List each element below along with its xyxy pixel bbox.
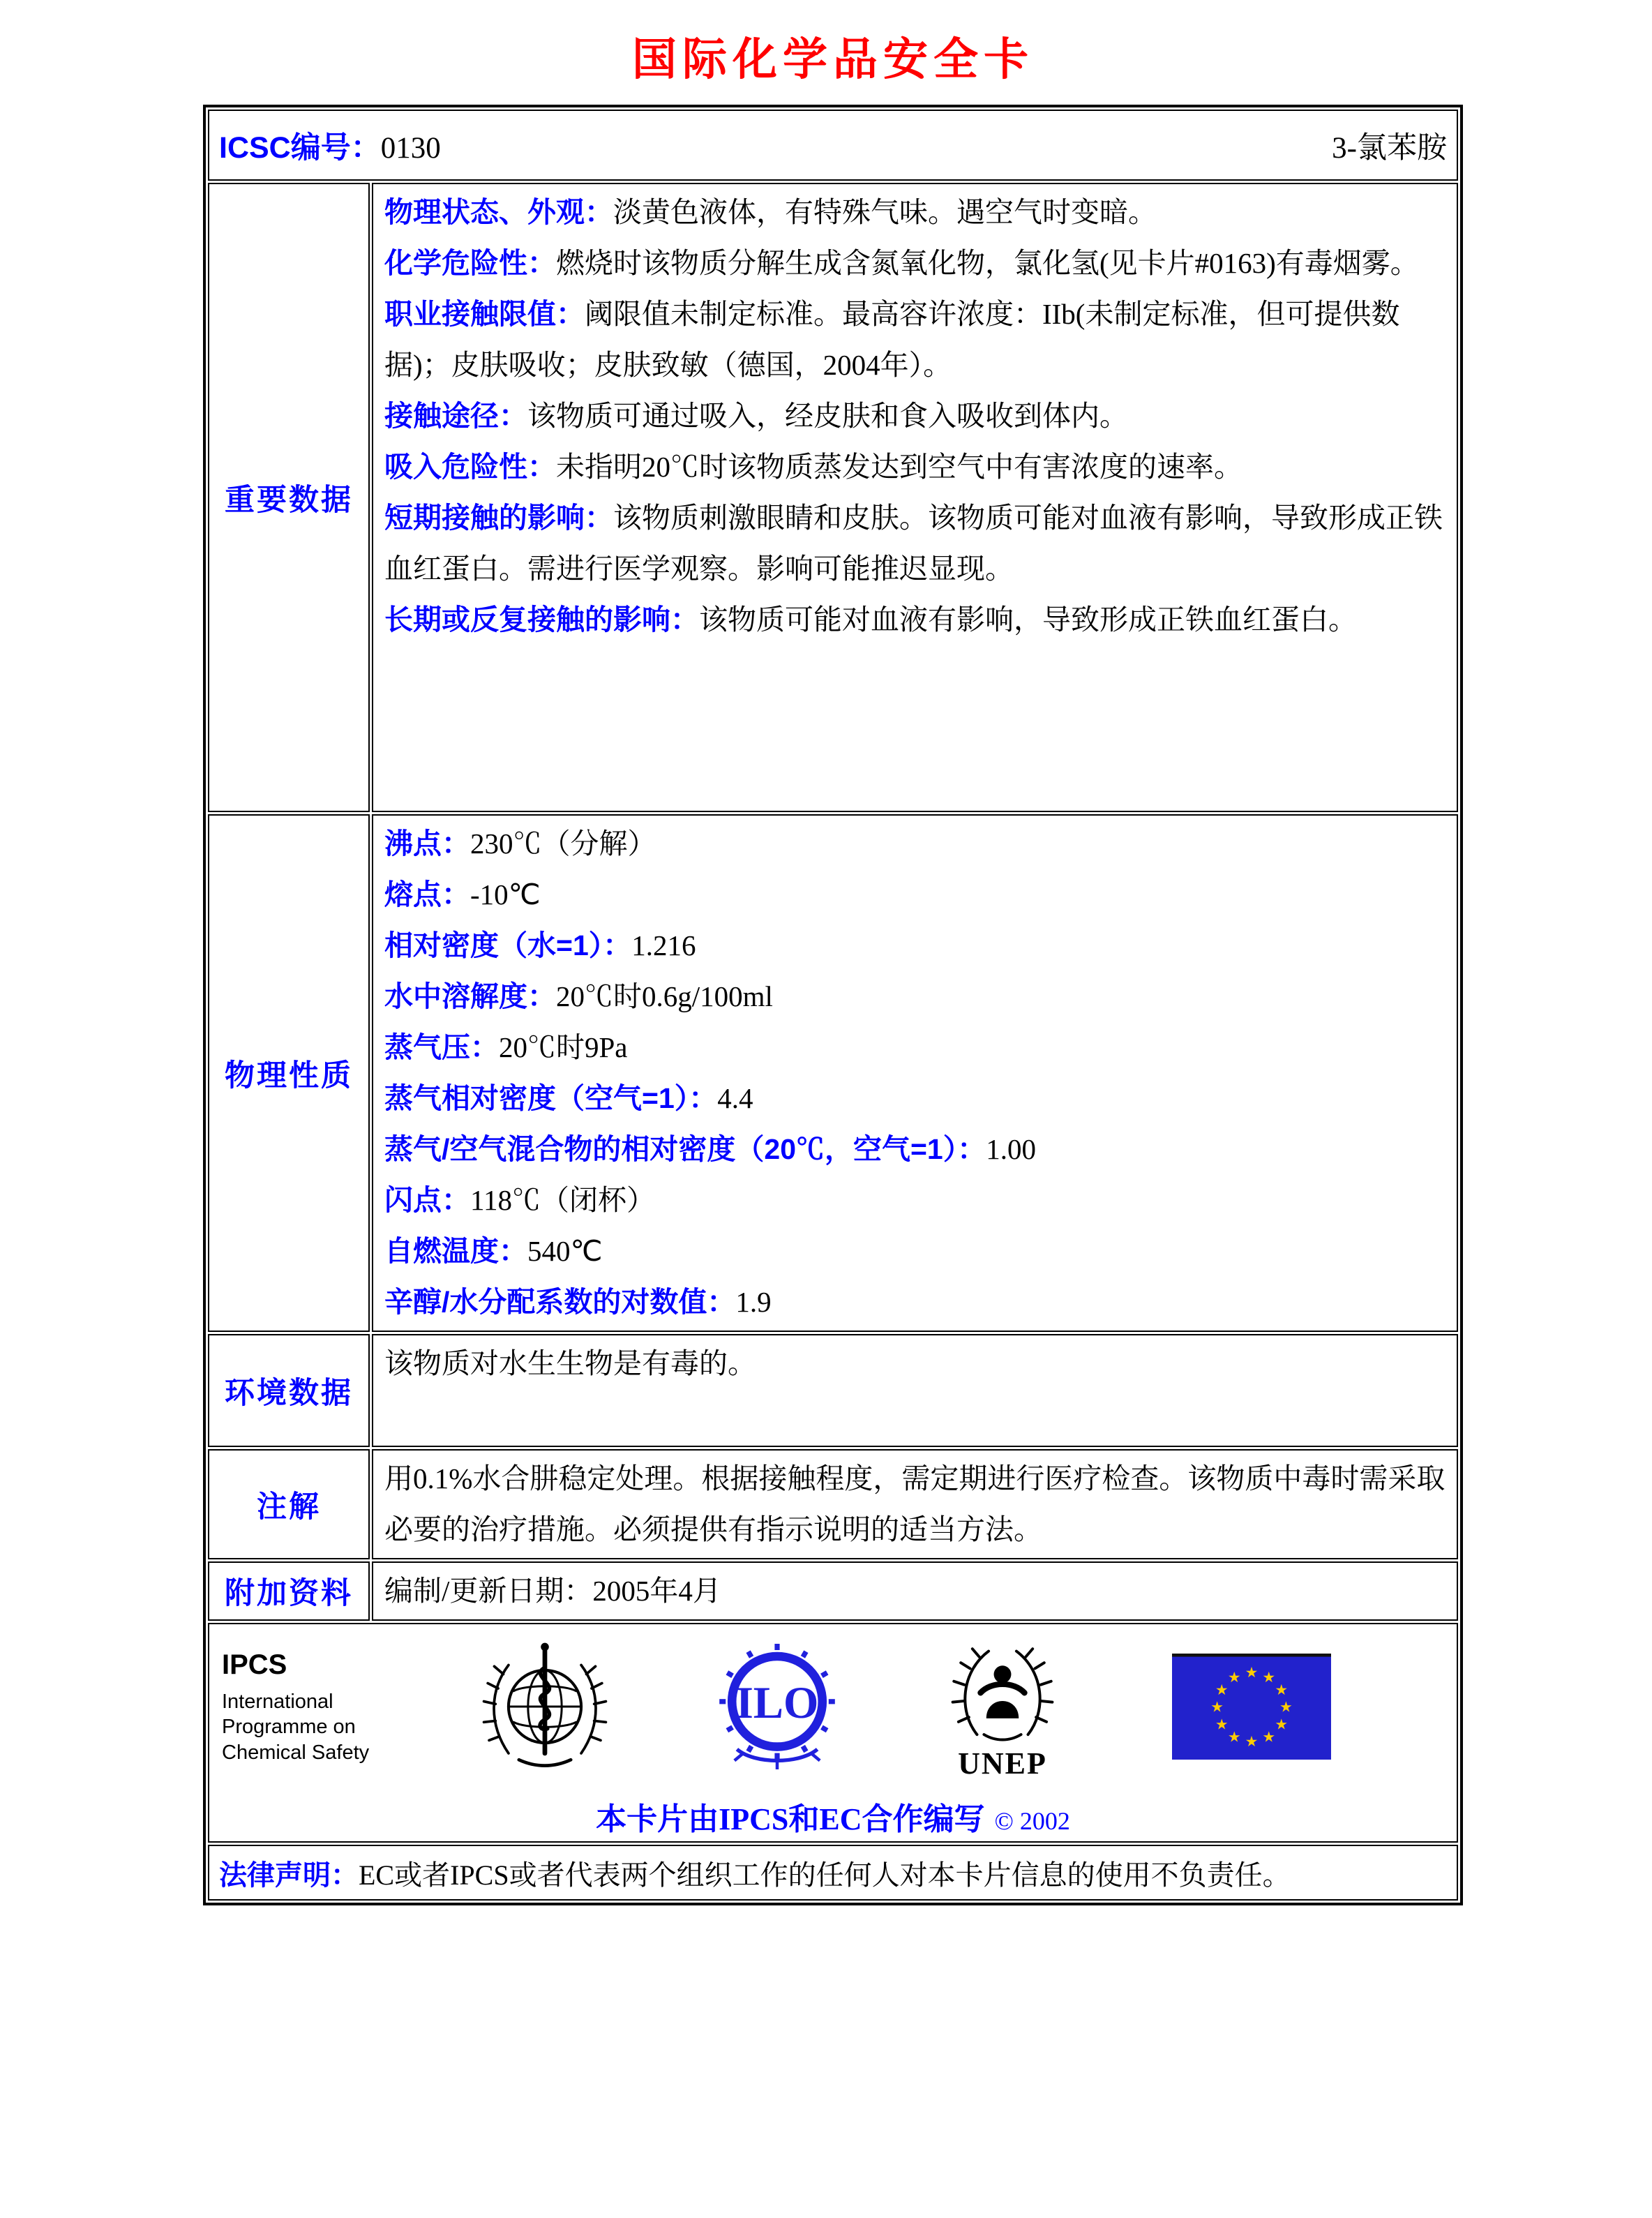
icsc-number-value: 0130 (380, 131, 441, 165)
important-data-item (384, 289, 1446, 391)
item-text: 20℃时9Pa (499, 1031, 628, 1063)
important-data-content (372, 183, 1458, 812)
physical-property-item (384, 920, 1446, 971)
who-logo (480, 1638, 610, 1776)
item-label: 蒸气压： (384, 1031, 499, 1063)
item-text: 118℃（闭杯） (470, 1184, 655, 1216)
item-text: 1.9 (735, 1286, 772, 1318)
item-label: 长期或反复接触的影响： (384, 604, 699, 636)
chemical-name: 3-氯苯胺 (1332, 131, 1447, 165)
svg-text:★: ★ (1262, 1728, 1276, 1745)
physical-properties-content (372, 814, 1458, 1332)
svg-text:★: ★ (1227, 1668, 1241, 1686)
item-text: 该物质可通过吸入，经皮肤和食入吸收到体内。 (527, 400, 1128, 432)
section-label-physical-properties: 物理性质 (225, 1058, 353, 1093)
item-text: 4.4 (717, 1082, 753, 1114)
important-data-item (384, 442, 1446, 493)
item-text: 230℃（分解） (470, 827, 656, 860)
physical-properties-row (208, 814, 1458, 1332)
item-label: 物理状态、外观： (384, 196, 613, 228)
item-text: 540℃ (527, 1235, 603, 1267)
svg-text:★: ★ (1275, 1681, 1289, 1698)
svg-text:★: ★ (1262, 1668, 1276, 1686)
item-text: 1.00 (986, 1133, 1036, 1165)
logos-cell (208, 1623, 1458, 1843)
section-label-important-data: 重要数据 (225, 483, 353, 517)
item-text: 阈限值未制定标准。最高容许浓度：IIb(未制定标准，但可提供数据)；皮肤吸收；皮肤致敏（德国，2004年）。 (384, 298, 1400, 381)
item-label: 化学危险性： (384, 247, 556, 279)
item-text: 1.216 (631, 929, 696, 961)
notes-label-cell (208, 1449, 370, 1559)
item-label: 辛醇/水分配系数的对数值： (384, 1286, 736, 1318)
important-data-item (384, 238, 1446, 289)
legal-row (208, 1845, 1458, 1901)
notes-row (208, 1449, 1458, 1559)
ipcs-block (222, 1647, 445, 1765)
important-data-item (384, 594, 1446, 645)
icsc-card-table (203, 105, 1463, 1905)
eu-flag-icon (1172, 1654, 1331, 1760)
physical-property-item (384, 1226, 1446, 1277)
item-text: 燃烧时该物质分解生成含氮氧化物，氯化氢(见卡片#0163)有毒烟雾。 (556, 247, 1419, 279)
item-text: 淡黄色液体，有特殊气味。遇空气时变暗。 (613, 196, 1157, 228)
item-label: 接触途径： (384, 400, 527, 432)
environmental-data-text: 该物质对水生生物是有毒的。 (384, 1347, 756, 1379)
svg-text:★: ★ (1210, 1698, 1224, 1716)
item-label: 职业接触限值： (384, 298, 585, 330)
unep-logo (945, 1631, 1060, 1781)
notes-text: 用0.1%水合肼稳定处理。根据接触程度，需定期进行医疗检查。该物质中毒时需采取必要的治疗措施。必须提供有指示说明的适当方法。 (384, 1462, 1446, 1545)
environmental-data-content (372, 1334, 1458, 1447)
item-text: 该物质刺激眼睛和皮肤。该物质可能对血液有影响，导致形成正铁血红蛋白。需进行医学观察。影响可能推迟显现。 (384, 502, 1443, 585)
additional-info-content (372, 1561, 1458, 1621)
physical-properties-items (384, 818, 1446, 1328)
physical-property-item (384, 869, 1446, 920)
item-text: 该物质可能对血液有影响，导致形成正铁血红蛋白。 (699, 604, 1357, 636)
environmental-data-label-cell (208, 1334, 370, 1447)
item-text: 20℃时0.6g/100ml (556, 980, 773, 1012)
icsc-document (203, 0, 1463, 1905)
copyright-text: © 2002 (994, 1807, 1070, 1835)
ipcs-abbr: IPCS (222, 1649, 287, 1681)
svg-text:ILO: ILO (735, 1677, 819, 1728)
section-label-environmental-data: 环境数据 (225, 1376, 353, 1410)
item-label: 水中溶解度： (384, 980, 556, 1012)
notes-content (372, 1449, 1458, 1559)
credit-line (219, 1794, 1447, 1838)
important-data-items (384, 187, 1446, 645)
item-label: 沸点： (384, 827, 470, 860)
additional-info-row (208, 1561, 1458, 1621)
environmental-data-row (208, 1334, 1458, 1447)
item-label: 自燃温度： (384, 1235, 527, 1267)
item-label: 蒸气/空气混合物的相对密度（20℃，空气=1）： (384, 1133, 986, 1165)
important-data-item (384, 187, 1446, 238)
page-title: 国际化学品安全卡 (632, 34, 1034, 84)
section-label-additional-info: 附加资料 (225, 1577, 353, 1610)
svg-text:★: ★ (1215, 1715, 1229, 1732)
ipcs-line-2: Programme on (222, 1716, 356, 1739)
physical-property-item (384, 1022, 1446, 1073)
legal-cell (208, 1845, 1458, 1901)
item-text: -10℃ (470, 878, 541, 911)
svg-text:★: ★ (1227, 1728, 1241, 1745)
legal-notice (219, 1853, 1291, 1893)
important-data-row (208, 183, 1458, 812)
important-data-item (384, 493, 1446, 594)
svg-text:★: ★ (1245, 1663, 1259, 1681)
ilo-logo (714, 1638, 840, 1775)
svg-text:★: ★ (1275, 1715, 1289, 1732)
physical-property-item (384, 1277, 1446, 1328)
physical-property-item (384, 1073, 1446, 1124)
svg-text:★: ★ (1279, 1698, 1293, 1716)
logos-strip (219, 1627, 1447, 1781)
item-label: 熔点： (384, 878, 470, 911)
icsc-number-label: ICSC编号： (219, 130, 381, 165)
who-logo-icon (480, 1638, 610, 1776)
item-label: 蒸气相对密度（空气=1）： (384, 1082, 718, 1114)
physical-properties-label-cell (208, 814, 370, 1332)
eu-flag (1172, 1654, 1331, 1760)
item-label: 相对密度（水=1）： (384, 929, 632, 961)
svg-text:★: ★ (1245, 1732, 1259, 1750)
ipcs-line-1: International (222, 1691, 333, 1714)
ilo-logo-icon (714, 1638, 840, 1775)
item-text: 未指明20℃时该物质蒸发达到空气中有害浓度的速率。 (556, 451, 1242, 483)
additional-info-label-cell (208, 1561, 370, 1621)
logos-row (208, 1623, 1458, 1843)
item-label: 吸入危险性： (384, 451, 556, 483)
unep-label: UNEP (958, 1746, 1047, 1781)
important-data-label-cell (208, 183, 370, 812)
important-data-item (384, 391, 1446, 442)
item-label: 短期接触的影响： (384, 502, 613, 534)
physical-property-item (384, 1175, 1446, 1226)
svg-text:★: ★ (1215, 1681, 1229, 1698)
additional-info-text: 编制/更新日期：2005年4月 (384, 1575, 721, 1607)
item-label: 闪点： (384, 1184, 470, 1216)
ipcs-line-3: Chemical Safety (222, 1741, 370, 1764)
credit-text: 本卡片由IPCS和EC合作编写 (596, 1802, 985, 1836)
icsc-number (219, 124, 441, 167)
physical-property-item (384, 1124, 1446, 1175)
legal-text: EC或者IPCS或者代表两个组织工作的任何人对本卡片信息的使用不负责任。 (359, 1859, 1291, 1891)
header-cell (208, 110, 1458, 181)
physical-property-item (384, 818, 1446, 869)
unep-logo-icon (945, 1631, 1060, 1750)
legal-label: 法律声明： (219, 1859, 359, 1891)
section-label-notes: 注解 (257, 1490, 321, 1524)
physical-property-item (384, 971, 1446, 1022)
header-row (208, 110, 1458, 181)
